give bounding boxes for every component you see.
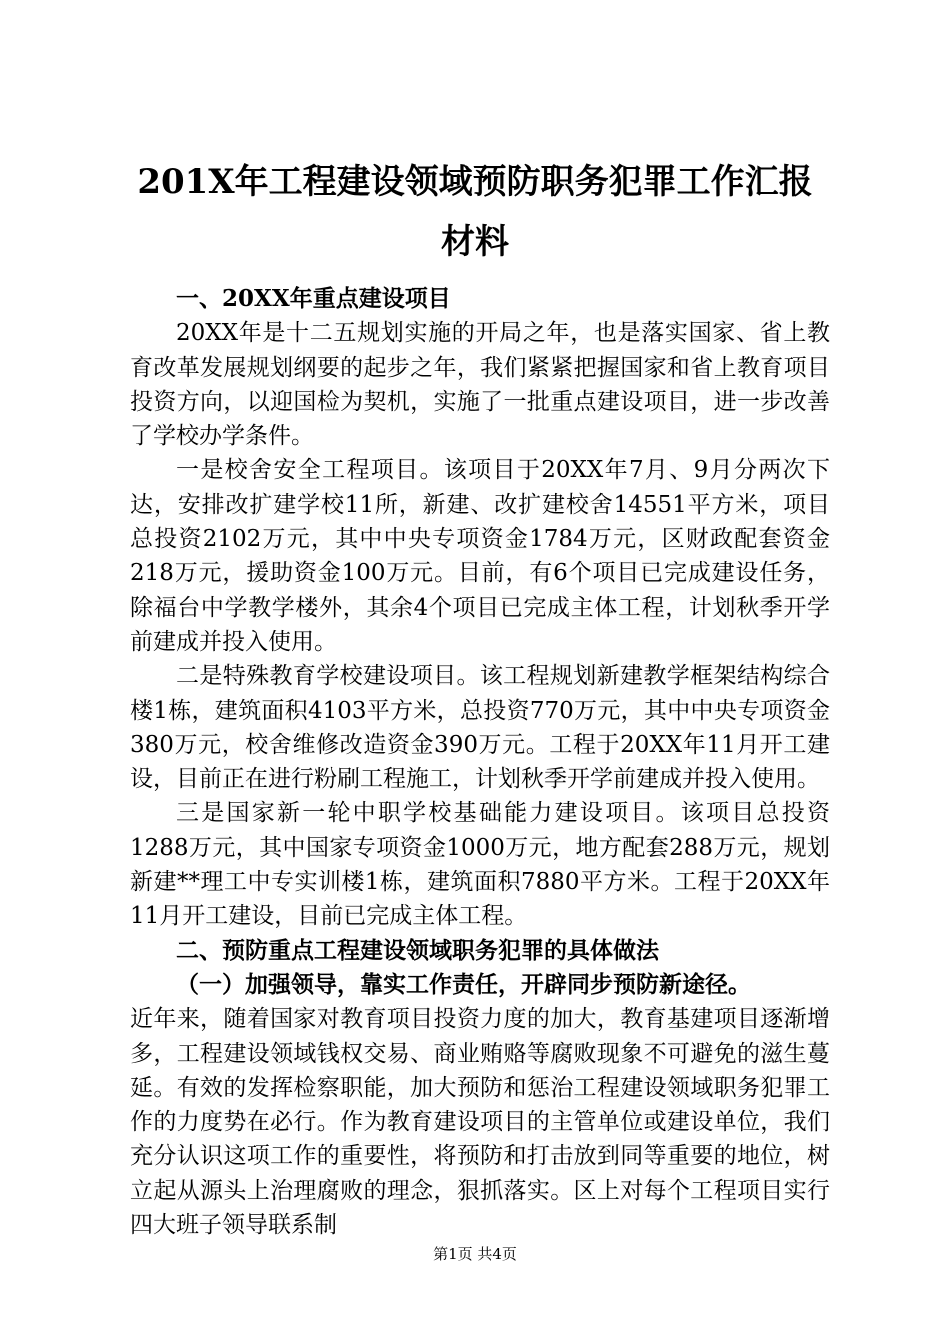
section-heading-2: 二、预防重点工程建设领域职务犯罪的具体做法	[176, 936, 659, 964]
section-heading-1: 一、20XX年重点建设项目	[176, 285, 451, 312]
subsection-heading-1: （一）加强领导，靠实工作责任，开辟同步预防新途径。	[176, 970, 751, 998]
paragraph-intro: 20XX年是十二五规划实施的开局之年，也是落实国家、省上教育改革发展规划纲要的起步之年，我们紧紧把握国家和省上教育项目投资方向，以迎国检为契机，实施了一批重点建设项目，进一步改善了学校办学条件。	[130, 320, 830, 450]
paragraph-measures: 近年来，随着国家对教育项目投资力度的加大，教育基建项目逐渐增多，工程建设领域钱权交易、商业贿赂等腐败现象不可避免的滋生蔓延。有效的发挥检察职能，加大预防和惩治工程建设领域职务犯罪工作的力度势在必行。作为教育建设项目的主管单位或建设单位，我们充分认识这项工作的重要性，将预防和打击放到同等重要的地位，树立起从源头上治理腐败的理念，狠抓落实。区上对每个工程项目实行四大班子领导联系制	[130, 1006, 830, 1239]
document-title-continued: 材料	[441, 222, 509, 262]
paragraph-project-1: 一是校舍安全工程项目。该项目于20XX年7月、9月分两次下达，安排改扩建学校11所，新建、改扩建校舍14551平方米，项目总投资2102万元，其中中央专项资金1784万元，区财政配套资金218万元，援助资金100万元。目前，有6个项目已完成建设任务，除福台中学教学楼外，其余4个项目已完成主体工程，计划秋季开学前建成并投入使用。	[130, 457, 830, 655]
paragraph-project-3: 三是国家新一轮中职学校基础能力建设项目。该项目总投资1288万元，其中国家专项资金1000万元，地方配套288万元，规划新建**理工中专实训楼1栋，建筑面积7880平方米。工程于20XX年11月开工建设，目前已完成主体工程。	[130, 800, 830, 930]
document-body	[130, 282, 830, 1242]
paragraph-project-2: 二是特殊教育学校建设项目。该工程规划新建教学框架结构综合楼1栋，建筑面积4103平方米，总投资770万元，其中中央专项资金380万元，校舍维修改造资金390万元。工程于20XX年11月开工建设，目前正在进行粉刷工程施工，计划秋季开学前建成并投入使用。	[130, 663, 830, 793]
document-title: 201X年工程建设领域预防职务犯罪工作汇报	[137, 162, 813, 202]
page-footer: 第1页 共4页	[433, 1245, 517, 1263]
